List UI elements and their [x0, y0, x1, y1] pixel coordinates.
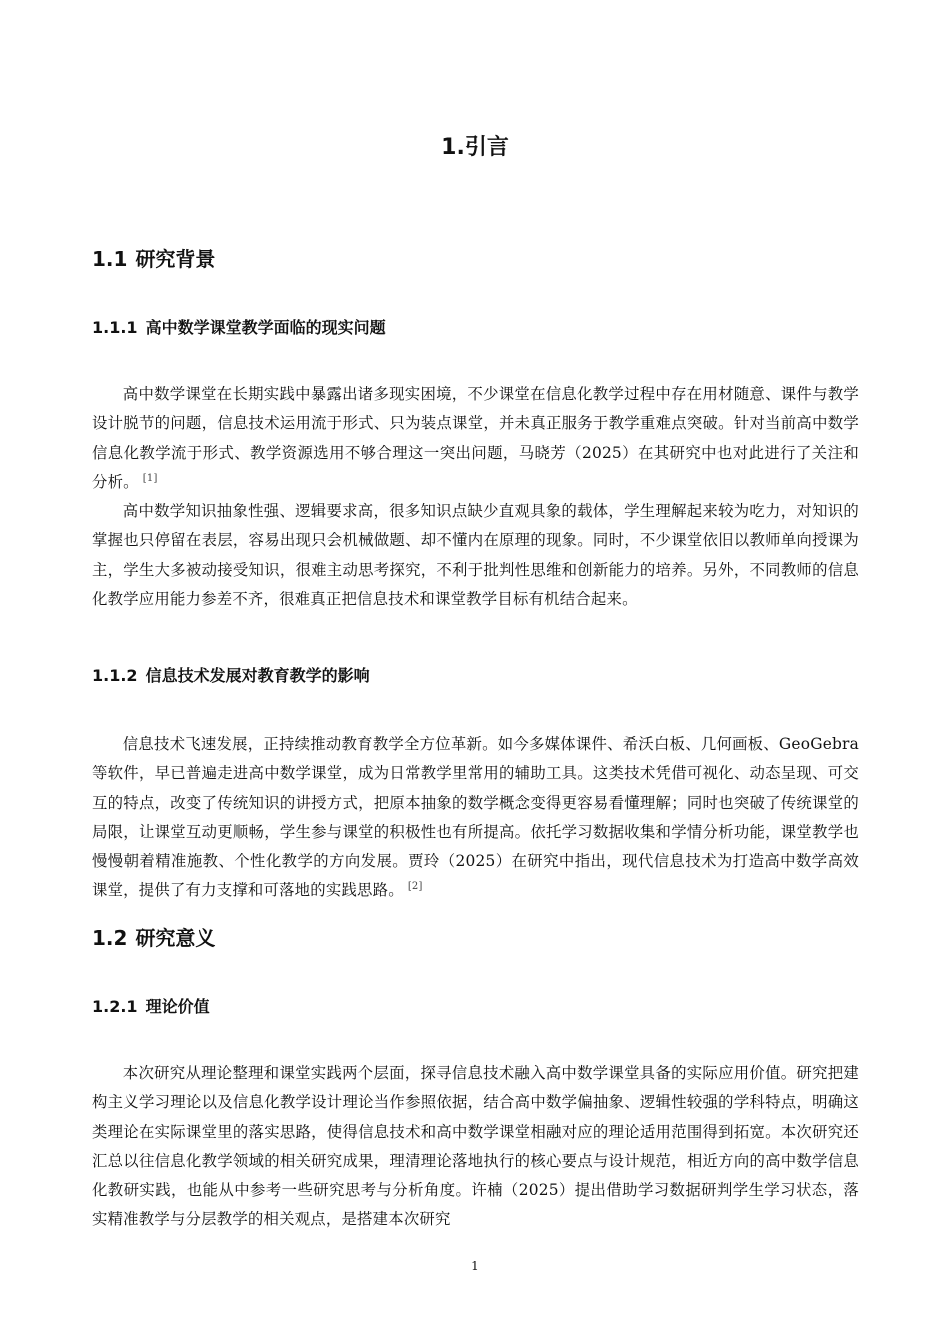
section-heading-1-1-2 [92, 664, 370, 688]
citation-1: [1] [142, 472, 158, 484]
section-heading-1-2-1 [92, 995, 210, 1019]
paragraph-text: 高中数学课堂在长期实践中暴露出诸多现实困境，不少课堂在信息化教学过程中存在用材随意、课件与教学设计脱节的问题，信息技术运用流于形式、只为装点课堂，并未真正服务于教学重难点突破。针对当前高中数学信息化教学流于形式、教学资源选用不够合理这一突出问题，马晓芳（2025）在其研究中也对此进行了关注和分析。 [92, 385, 859, 491]
section-title: 高中数学课堂教学面临的现实问题 [145, 318, 386, 337]
section-number: 1.2 [92, 926, 128, 950]
section-heading-1-1 [92, 245, 215, 273]
section-title: 研究背景 [135, 247, 216, 271]
section-number: 1.1.1 [92, 318, 138, 337]
paragraph-1-2-1-a: 本次研究从理论整理和课堂实践两个层面，探寻信息技术融入高中数学课堂具备的实际应用价值。研究把建构主义学习理论以及信息化教学设计理论当作参照依据，结合高中数学偏抽象、逻辑性较强的学科特点，明确这类理论在实际课堂里的落实思路，使得信息技术和高中数学课堂相融对应的理论适用范围得到拓宽。本次研究还汇总以往信息化教学领域的相关研究成果，理清理论落地执行的核心要点与设计规范，相近方向的高中数学信息化教研实践，也能从中参考一些研究思考与分析角度。许楠（2025）提出借助学习数据研判学生学习状态，落实精准教学与分层教学的相关观点，是搭建本次研究 [92, 1064, 859, 1229]
section-title: 研究意义 [135, 926, 216, 950]
section-title: 理论价值 [145, 997, 210, 1016]
section-heading-1-2 [92, 924, 215, 952]
section-number: 1.1 [92, 247, 128, 271]
paragraph-1-1-1-b: 高中数学知识抽象性强、逻辑要求高，很多知识点缺少直观具象的载体，学生理解起来较为吃力，对知识的掌握也只停留在表层，容易出现只会机械做题、却不懂内在原理的现象。同时，不少课堂依旧以教师单向授课为主，学生大多被动接受知识，很难主动思考探究，不利于批判性思维和创新能力的培养。另外，不同教师的信息化教学应用能力参差不齐，很难真正把信息技术和课堂教学目标有机结合起来。 [92, 502, 859, 608]
paragraph-1-1-1-a [92, 380, 859, 497]
section-number: 1.1.2 [92, 666, 138, 685]
chapter-title: 1.引言 [441, 135, 509, 160]
citation-2: [2] [407, 881, 423, 893]
page-number: 1 [471, 1259, 479, 1273]
paragraph-1-1-2-a [92, 730, 859, 906]
section-title: 信息技术发展对教育教学的影响 [145, 666, 370, 685]
paragraph-text: 信息技术飞速发展，正持续推动教育教学全方位革新。如今多媒体课件、希沃白板、几何画板、GeoGebra 等软件，早已普遍走进高中数学课堂，成为日常教学里常用的辅助工具。这类技术凭借可视化、动态呈现、可交互的特点，改变了传统知识的讲授方式，把原本抽象的数学概念变得更容易看懂理解；同时也突破了传统课堂的局限，让课堂互动更顺畅，学生参与课堂的积极性也有所提高。依托学习数据收集和学情分析功能，课堂教学也慢慢朝着精准施教、个性化教学的方向发展。贾玲（2025）在研究中指出，现代信息技术为打造高中数学高效课堂，提供了有力支撑和可落地的实践思路。 [92, 735, 859, 900]
section-number: 1.2.1 [92, 997, 138, 1016]
section-heading-1-1-1 [92, 316, 386, 340]
